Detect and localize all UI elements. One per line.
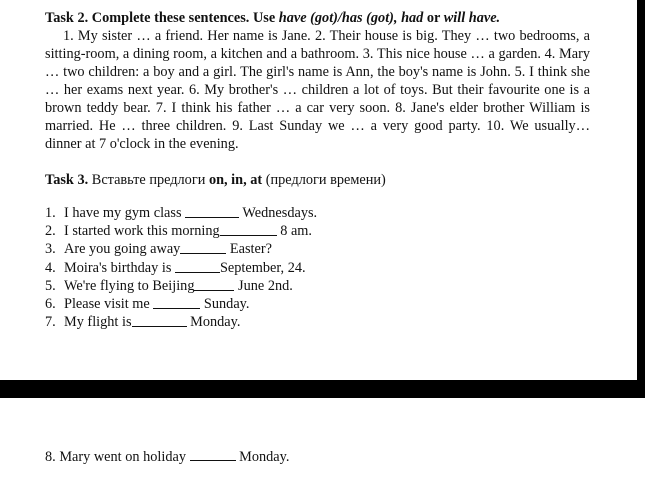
answer-blank[interactable] — [185, 204, 239, 218]
answer-blank[interactable] — [220, 222, 277, 236]
list-item — [45, 222, 317, 240]
task-3-title-instruction: Вставьте предлоги — [88, 172, 209, 188]
item-text-before: Mary went on holiday — [59, 449, 190, 465]
answer-blank[interactable] — [180, 240, 226, 254]
item-number: 6. — [45, 296, 56, 313]
crop-divider-band — [0, 380, 645, 398]
item-text-after: June 2nd. — [234, 277, 293, 294]
task-2-title — [45, 9, 590, 27]
list-item — [45, 447, 289, 466]
task-3-title-preps: on, in, at — [208, 172, 263, 188]
item-text-before: Moira's birthday is — [64, 259, 175, 276]
item-text-after: 8 am. — [276, 223, 312, 240]
task-3-title — [45, 171, 386, 189]
task-3-title-num: 3. — [77, 172, 89, 188]
list-item — [45, 259, 317, 277]
item-number: 2. — [45, 223, 56, 240]
list-item — [45, 204, 317, 222]
item-number: 7. — [45, 314, 56, 331]
item-number: 3. — [45, 241, 56, 258]
list-item — [45, 313, 317, 331]
item-number: 4. — [45, 259, 56, 276]
task-3-list — [45, 204, 317, 331]
answer-blank[interactable] — [194, 277, 234, 291]
item-text-after: Sunday. — [200, 296, 250, 313]
task-2-text: 1. My sister … a friend. Her name is Jane. 2. Their house is big. They … two bedrooms, a sitting-room, a dining room, a kitchen and a bathroom. 3. This nice house … a garden. 4. Mary … two children: a boy and a girl. The girl's name is Ann, the boy's name is John. 5. I think she … her exams next year. 6. My brother's … children a lot of toys. But their favourite one is a brown teddy bear. 7. I think his father … a car very soon. 8. Jane's elder brother William is married. He … three children. 9. Last Sunday we … a very good party. 10. We usually… dinner at 7 o'clock in the evening. — [45, 28, 590, 152]
answer-blank[interactable] — [132, 313, 187, 327]
task-2-title-or: or — [423, 10, 444, 26]
item-text-after: Wednesdays. — [239, 205, 318, 221]
item-text-before: I have my gym class — [64, 205, 186, 221]
item-text-after: Easter? — [226, 241, 272, 258]
list-item — [45, 295, 317, 313]
list-item — [45, 240, 317, 258]
list-item — [45, 277, 317, 295]
task-2-title-lead: Task 2. Complete these sentences. Use — [45, 10, 279, 26]
item-text-after: Monday. — [235, 449, 290, 465]
item-text-after: Monday. — [186, 314, 241, 331]
item-number: 5. — [45, 277, 56, 294]
item-text-before: Are you going away — [64, 241, 181, 258]
item-text-before: My flight is — [64, 314, 132, 331]
task-2-title-forms: have (got)/has (got), had — [278, 10, 424, 26]
item-text-before: We're flying to Beijing — [64, 277, 195, 294]
crop-edge-strip — [637, 0, 645, 398]
item-number: 8. — [45, 449, 56, 465]
answer-blank[interactable] — [175, 259, 220, 273]
item-text-before: I started work this morning — [64, 223, 220, 240]
task-3-title-task: Task — [45, 172, 74, 188]
item-text-after: September, 24. — [219, 259, 306, 276]
task-2-section — [45, 9, 590, 153]
answer-blank[interactable] — [153, 295, 200, 309]
answer-blank[interactable] — [190, 447, 236, 461]
task-3-title-note: (предлоги времени) — [262, 172, 386, 188]
task-2-title-will: will have. — [443, 10, 501, 26]
item-number: 1. — [45, 205, 56, 221]
item-text-before: Please visit me — [64, 296, 154, 313]
